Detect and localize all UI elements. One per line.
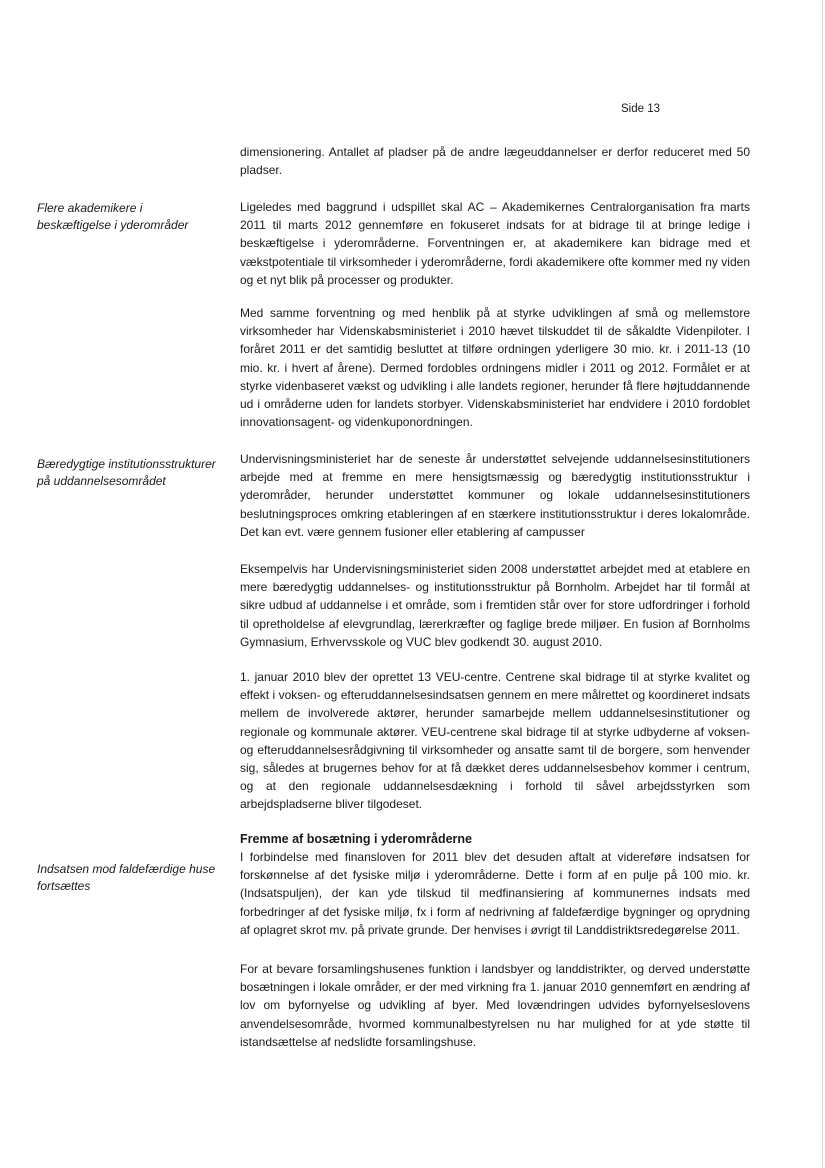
section-bosaetning [240, 830, 750, 939]
page-number: Side 13 [620, 103, 660, 115]
body-paragraph [240, 198, 750, 289]
paragraph-videnpiloter: Med samme forventning og med henblik på at styrke udviklingen af små og mellemstore virksomheder har Videnskabsministeriet i 2010 hævet tilskuddet til de såkaldte Videnpiloter. I foråret 2011 er det samtidig besluttet at tilføre ordningen yderligere 30 mio. kr. i 2011-13 (10 mio. kr. i hvert af årene). Dermed fordobles ordningens midler i 2011 og 2012. Formålet er at styrke videnbaseret vækst og udvikling i alle landets regioner, herunder få flere højtuddannende ud i områderne uden for landets storbyer. Videnskabsministeriet har endvidere i 2010 fordoblet innovationsagent- og videnkuponordningen. [240, 306, 750, 430]
paragraph-forsamlingshuse: For at bevare forsamlingshusenes funktion i landsbyer og landdistrikter, og derved understøtte bosætningen i lokale områder, er der med virkning fra 1. januar 2010 gennemført en ændring af lov om byfornyelse og udvikling af byer. Med lovændringen udvides byfornyelseslovens anvendelsesområde, hvormed kommunalbestyrelsen nu har mulighed for at yde støtte til istandsættelse af nedslidte forsamlingshuse. [240, 962, 750, 1049]
body-paragraph [240, 668, 750, 814]
paragraph-dimensionering: dimensionering. Antallet af pladser på de andre lægeuddannelser er derfor reduceret med 50 pladser. [240, 145, 750, 178]
paragraph-undervisningsministeriet: Undervisningsministeriet har de seneste år understøttet selvejende uddannelsesinstitutioners arbejde med at fremme en mere hensigtsmæssig og bæredygtig institutionsstruktur i yderområder, herunder understøttet kommuner og lokale uddannelsesinstitutioners beslutningsproces omkring etableringen af en stærkere institutionsstruktur i deres lokalområde. Det kan evt. være gennem fusioner eller etablering af campusser [240, 452, 750, 539]
paragraph-bornholm: Eksempelvis har Undervisningsministeriet siden 2008 understøttet arbejdet med at etablere en mere bæredygtig uddannelses- og institutionsstruktur på Bornholm. Arbejdet har til formål at sikre udbud af uddannelse i et område, som i fremtiden står over for store udfordringer i forhold til opretholdelse af elevgrundlag, lærerkræfter og faglige brede miljøer. En fusion af Bornholms Gymnasium, Erhvervsskole og VUC blev godkendt 30. august 2010. [240, 562, 750, 649]
margin-note-institutionsstrukturer: Bæredygtige institutionsstrukturer på uddannelsesområdet [37, 457, 216, 488]
paragraph-indsatspuljen: I forbindelse med finansloven for 2011 blev det desuden aftalt at videreføre indsatsen for forskønnelse af det fysiske miljø i yderområderne. Dette i form af en pulje på 100 mio. kr. (Indsatspuljen), der kan yde tilskud til medfinansiering af kommunernes indsats med forbedringer af det fysiske miljø, fx i form af nedrivning af faldefærdige bygninger og oprydning af oplagret skrot mv. på private grunde. Der henvises i øvrigt til Landdistriktsredegørelse 2011. [240, 850, 750, 937]
body-paragraph [240, 143, 750, 179]
margin-note-akademikere: Flere akademikere i beskæftigelse i yderområder [37, 201, 189, 232]
body-paragraph [240, 560, 750, 651]
margin-note-faldefaerdige-huse: Indsatsen mod faldefærdige huse fortsættes [37, 862, 216, 893]
section-heading: Fremme af bosætning i yderområderne [240, 832, 473, 846]
body-paragraph [240, 960, 750, 1051]
paragraph-ac-indsats: Ligeledes med baggrund i udspillet skal AC – Akademikernes Centralorganisation fra marts 2011 til marts 2012 gennemføre en fokuseret indsats for at bidrage til at bringe ledige i beskæftigelse i yderområderne. Forventningen er, at akademikere kan bidrage med et vækstpotentiale til virksomheder i yderområderne, fordi akademikere ofte kommer med ny viden og et nyt blik på processer og produkter. [240, 200, 750, 287]
body-paragraph [240, 450, 750, 541]
body-paragraph [240, 304, 750, 431]
paragraph-veu-centre: 1. januar 2010 blev der oprettet 13 VEU-centre. Centrene skal bidrage til at styrke kvalitet og effekt i voksen- og efteruddannelsesindsatsen gennem en mere målrettet og koordineret indsats mellem de involverede aktører, herunder samarbejde mellem uddannelsesinstitutioner og regionale og kommunale aktører. VEU-centrene skal bidrage til at styrke udbyderne af voksen- og efteruddannelsesrådgivning til virksomheder og ansatte samt til de borgere, som henvender sig, således at brugernes behov for at få dækket deres uddannelsesbehov kommer i centrum, og at den regionale uddannelsesdækning i forhold til såvel arbejdsstyrken som arbejdspladserne bliver tilgodeset. [240, 670, 750, 812]
scan-edge-line [822, 0, 823, 1168]
